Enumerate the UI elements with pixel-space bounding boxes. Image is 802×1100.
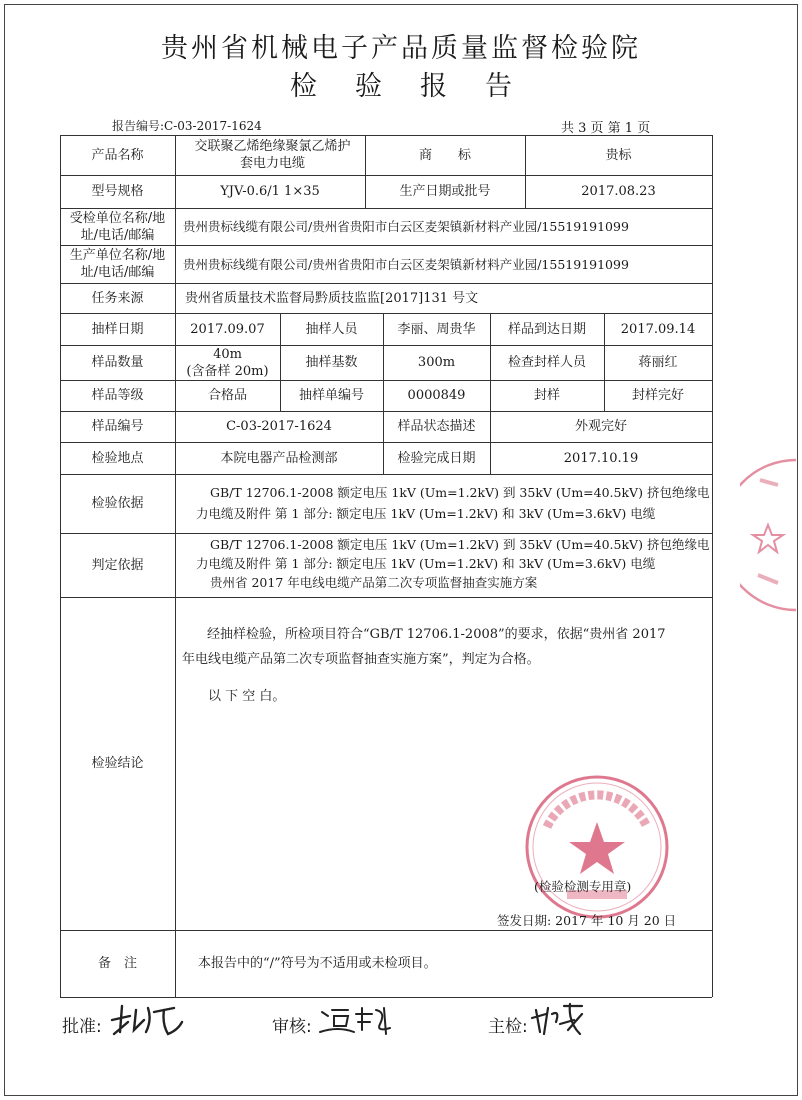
sample-no-label: 样品编号 bbox=[91, 419, 144, 434]
product-name-value: 交联聚乙烯绝缘聚氯乙烯护套电力电缆 bbox=[194, 139, 351, 171]
judge-text bbox=[196, 535, 710, 592]
grade-value: 合格品 bbox=[207, 388, 247, 403]
sampler-value: 李丽、周贵华 bbox=[397, 321, 476, 337]
arrival-date-label: 样品到达日期 bbox=[507, 321, 586, 337]
official-seal bbox=[522, 772, 672, 922]
institute-name: 贵州省机械电子产品质量监督检验院 bbox=[161, 33, 641, 64]
review-label: 审核: bbox=[272, 1017, 312, 1037]
document-title: 检验报告 bbox=[290, 71, 550, 102]
seal-status-value: 封样完好 bbox=[631, 388, 684, 403]
model-label: 型号规格 bbox=[91, 184, 144, 199]
judge-line: 力电缆及附件 第 1 部分: 额定电压 1kV (Um=1.2kV) 和 3kV (Um=3.6kV) 电缆 bbox=[196, 556, 656, 571]
quantity-value bbox=[175, 345, 280, 380]
inspected-unit-label: 受检单位名称/地址/电话/邮编 bbox=[69, 210, 166, 243]
judge-label: 判定依据 bbox=[91, 557, 144, 573]
trademark-value: 贵标 bbox=[605, 147, 632, 163]
seal-checker-value: 蒋丽红 bbox=[638, 355, 678, 370]
approve-label: 批准: bbox=[62, 1017, 102, 1037]
sample-desc-value: 外观完好 bbox=[574, 419, 627, 434]
basis-label: 检验依据 bbox=[91, 496, 144, 511]
report-number-value: C-03-2017-1624 bbox=[164, 119, 262, 133]
conclusion-line: 经抽样检验，所检项目符合“GB/T 12706.1-2008”的要求，依据“贵州省 2017 bbox=[207, 627, 666, 642]
basis-text bbox=[196, 482, 710, 524]
location-label: 检验地点 bbox=[91, 450, 144, 466]
issue-date: 签发日期: 2017 年 10 月 20 日 bbox=[497, 913, 677, 928]
sample-no-value: C-03-2017-1624 bbox=[226, 419, 332, 434]
model-value: YJV-0.6/1 1×35 bbox=[220, 184, 320, 199]
remark-value: 本报告中的“/”符号为不适用或未检项目。 bbox=[198, 956, 437, 971]
sample-sheet-no-value: 0000849 bbox=[407, 388, 466, 403]
product-name-label: 产品名称 bbox=[91, 147, 144, 163]
report-number bbox=[112, 117, 262, 134]
conclusion-text bbox=[182, 622, 666, 672]
report-number-label: 报告编号: bbox=[112, 119, 165, 133]
arrival-date-value: 2017.09.14 bbox=[620, 321, 696, 337]
sampling-base-value: 300m bbox=[417, 355, 456, 370]
producer-value: 贵州贵标线缆有限公司/贵州省贵阳市白云区麦架镇新材料产业园/15519191099 bbox=[183, 256, 629, 272]
inspector-signature bbox=[530, 1000, 590, 1040]
location-value: 本院电器产品检测部 bbox=[220, 450, 338, 466]
inspected-unit-value: 贵州贵标线缆有限公司/贵州省贵阳市白云区麦架镇新材料产业园/15519191099 bbox=[183, 219, 629, 234]
finish-date-value: 2017.10.19 bbox=[563, 450, 639, 466]
quantity-label: 样品数量 bbox=[91, 355, 144, 370]
sample-sheet-no-label: 抽样单编号 bbox=[298, 388, 364, 403]
cross-page-seal bbox=[740, 455, 796, 615]
quantity-spare: (含备样 20m) bbox=[186, 363, 269, 379]
quantity-main: 40m bbox=[213, 346, 242, 362]
seal-status-label: 封样 bbox=[533, 388, 560, 403]
trademark-label: 商 标 bbox=[418, 147, 471, 163]
seal-checker-label: 检查封样人员 bbox=[507, 355, 586, 370]
stamp-caption: (检验检测专用章) bbox=[534, 879, 632, 894]
task-source-label: 任务来源 bbox=[91, 290, 144, 306]
sampling-base-label: 抽样基数 bbox=[305, 355, 358, 370]
blank-note: 以 下 空 白。 bbox=[208, 689, 286, 704]
conclusion-label: 检验结论 bbox=[91, 756, 144, 771]
producer-label: 生产单位名称/地址/电话/邮编 bbox=[69, 248, 166, 280]
sampling-date-value: 2017.09.07 bbox=[190, 321, 265, 337]
approver-signature bbox=[108, 1000, 188, 1040]
prod-date-value: 2017.08.23 bbox=[581, 184, 656, 199]
judge-line: GB/T 12706.1-2008 额定电压 1kV (Um=1.2kV) 到 35kV (Um=40.5kV) 挤包绝缘电 bbox=[210, 537, 710, 552]
inspect-label: 主检: bbox=[488, 1017, 528, 1037]
grade-label: 样品等级 bbox=[91, 388, 144, 403]
judge-line: 贵州省 2017 年电线电缆产品第二次专项监督抽查实施方案 bbox=[210, 575, 538, 590]
task-source-value: 贵州省质量技术监督局黔质技监监[2017]131 号文 bbox=[185, 290, 479, 306]
remark-label: 备 注 bbox=[97, 956, 137, 971]
page-info: 共 3 页 第 1 页 bbox=[561, 121, 651, 136]
prod-date-label: 生产日期或批号 bbox=[399, 184, 491, 199]
reviewer-signature bbox=[318, 1004, 398, 1038]
basis-line: GB/T 12706.1-2008 额定电压 1kV (Um=1.2kV) 到 35kV (Um=40.5kV) 挤包绝缘电 bbox=[210, 485, 710, 500]
sampler-label: 抽样人员 bbox=[305, 321, 358, 337]
finish-date-label: 检验完成日期 bbox=[397, 450, 476, 466]
sampling-date-label: 抽样日期 bbox=[91, 321, 144, 337]
basis-line: 力电缆及附件 第 1 部分: 额定电压 1kV (Um=1.2kV) 和 3kV (Um=3.6kV) 电缆 bbox=[196, 506, 656, 521]
sample-desc-label: 样品状态描述 bbox=[397, 419, 476, 434]
conclusion-line: 年电线电缆产品第二次专项监督抽查实施方案”，判定为合格。 bbox=[182, 652, 540, 667]
